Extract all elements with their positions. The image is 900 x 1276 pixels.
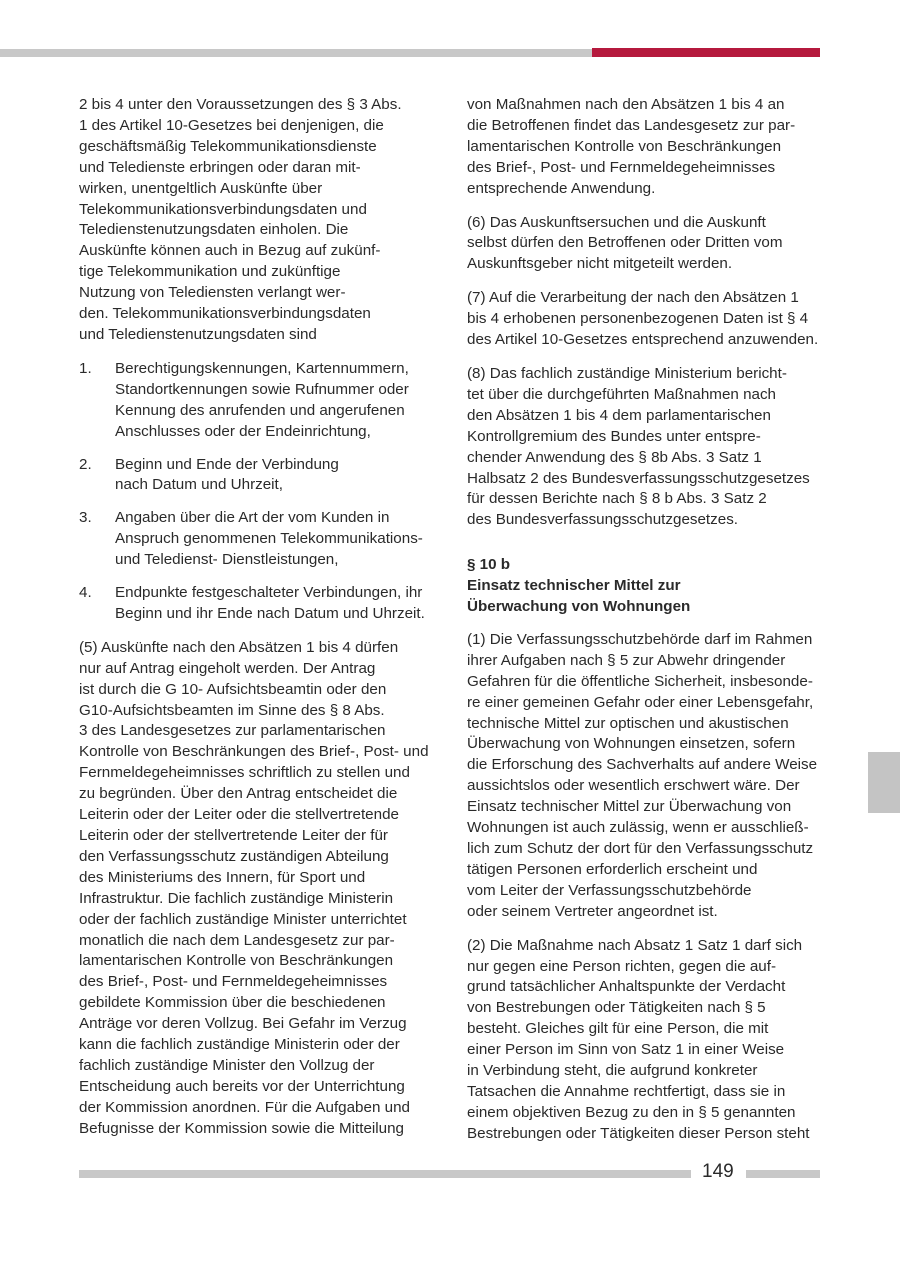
text-line: Gefahren für die öffentliche Sicherheit, insbesonde-: [467, 672, 813, 690]
text-line: geschäftsmäßig Telekommunikationsdienste: [79, 137, 377, 155]
footer-rule-left: [79, 1170, 691, 1178]
paragraph-7: [467, 288, 827, 351]
text-line: Überwachung von Wohnungen: [467, 598, 691, 616]
list-item-text: [115, 359, 439, 443]
text-line: Fernmeldegeheimnisses schriftlich zu stellen und: [79, 764, 410, 782]
list-item-number: 2.: [79, 455, 92, 473]
text-line: Beginn und ihr Ende nach Datum und Uhrzeit.: [115, 604, 425, 622]
text-line: den. Telekommunikationsverbindungsdaten: [79, 305, 371, 323]
text-line: 1 des Artikel 10-Gesetzes bei denjenigen, die: [79, 116, 384, 134]
text-line: Anspruch genommenen Telekommunikations-: [115, 530, 423, 548]
text-line: Kontrolle von Beschränkungen des Brief-, Post- und: [79, 743, 429, 761]
text-line: lich zum Schutz der dort für den Verfassungsschutz: [467, 840, 814, 857]
header-rule-grey: [0, 49, 592, 57]
text-line: von Maßnahmen nach den Absätzen 1 bis 4 an: [467, 96, 785, 113]
text-line: Leiterin oder der Leiter oder die stellvertretende: [79, 806, 399, 824]
text-line: oder seinem Vertreter angeordnet ist.: [467, 902, 718, 920]
text-line: Teledienstenutzungsdaten einholen. Die: [79, 221, 349, 239]
text-line: die Erforschung des Sachverhalts auf andere Weise: [467, 756, 818, 774]
text-line: 3 des Landesgesetzes zur parlamentarischen: [79, 722, 386, 740]
intro-paragraph: [79, 95, 439, 346]
text-line: vom Leiter der Verfassungsschutzbehörde: [467, 881, 752, 899]
text-line: monatlich die nach dem Landesgesetz zur par-: [79, 931, 395, 949]
text-line: re einer gemeinen Gefahr oder einer Lebensgefahr,: [467, 693, 814, 711]
text-line: einer Person im Sinn von Satz 1 in einer Weise: [467, 1041, 785, 1059]
text-line: technische Mittel zur optischen und akustischen: [467, 714, 789, 732]
text-line: Berechtigungskennungen, Kartennummern,: [115, 359, 409, 377]
chapter-tab-marker: [868, 752, 900, 813]
text-line: die Betroffenen findet das Landesgesetz zur par-: [467, 116, 796, 134]
text-line: fachlich zuständige Minister den Vollzug der: [79, 1056, 375, 1074]
text-line: bis 4 erhobenen personenbezogenen Daten ist § 4: [467, 310, 809, 328]
text-line: tige Telekommunikation und zukünftige: [79, 263, 341, 281]
text-line: Kennung des anrufenden und angerufenen: [115, 401, 405, 419]
text-line: Infrastruktur. Die fachlich zuständige Ministerin: [79, 889, 394, 907]
text-line: nach Datum und Uhrzeit,: [115, 476, 283, 494]
section-paragraph-1: [467, 630, 827, 923]
text-line: Wohnungen ist auch zulässig, wenn er ausschließ-: [467, 819, 809, 837]
list-item: [79, 359, 439, 443]
header-rule-accent: [592, 48, 820, 57]
section-heading: [467, 555, 827, 618]
text-line: den Verfassungsschutz zuständigen Abteilung: [79, 847, 389, 865]
text-line: G10-Aufsichtsbeamten im Sinne des § 8 Abs.: [79, 701, 385, 719]
text-line: (8) Das fachlich zuständige Ministerium bericht-: [467, 364, 787, 382]
list-item: [79, 455, 439, 497]
text-line: Endpunkte festgeschalteter Verbindungen, ihr: [115, 584, 423, 602]
text-line: einem objektiven Bezug zu den in § 5 genannten: [467, 1103, 796, 1121]
list-item-text: [115, 508, 439, 571]
list-item: [79, 508, 439, 571]
text-line: tätigen Personen erforderlich erscheint und: [467, 860, 758, 878]
text-line: Auskunftsgeber nicht mitgeteilt werden.: [467, 255, 733, 273]
text-line: (5) Auskünfte nach den Absätzen 1 bis 4 dürfen: [79, 638, 399, 656]
text-line: Leiterin oder der stellvertretende Leiter der für: [79, 827, 388, 844]
text-line: gebildete Kommission über die beschiedenen: [79, 994, 386, 1012]
text-line: des Bundesverfassungsschutzgesetzes.: [467, 511, 739, 529]
list-item-number: 3.: [79, 509, 92, 527]
text-line: Halbsatz 2 des Bundesverfassungsschutzgesetzes: [467, 469, 810, 487]
text-line: tet über die durchgeführten Maßnahmen nach: [467, 385, 777, 403]
paragraph-5: [79, 638, 439, 1140]
text-line: wirken, unentgeltlich Auskünfte über: [79, 179, 323, 197]
text-line: aussichtslos oder wesentlich erschwert wäre. Der: [467, 777, 800, 795]
list-item-text: [115, 583, 439, 625]
text-line: Anschlusses oder der Endeinrichtung,: [115, 422, 371, 440]
text-line: lamentarischen Kontrolle von Beschränkungen: [79, 952, 394, 970]
text-line: in Verbindung steht, die aufgrund konkreter: [467, 1062, 758, 1080]
text-line: chender Anwendung des § 8b Abs. 3 Satz 1: [467, 448, 762, 466]
footer-rule-right: [746, 1170, 820, 1178]
text-line: der Kommission anordnen. Für die Aufgaben und: [79, 1098, 410, 1116]
text-line: grund tatsächlicher Anhaltspunkte der Verdacht: [467, 978, 786, 996]
text-line: Befugnisse der Kommission sowie die Mitteilung: [79, 1119, 404, 1137]
list-item-text: [115, 455, 439, 497]
text-line: Überwachung von Wohnungen einsetzen, sofern: [467, 735, 796, 753]
text-line: zu begründen. Über den Antrag entscheidet die: [79, 785, 398, 803]
section-paragraph-2: [467, 936, 827, 1145]
text-line: des Brief-, Post- und Fernmeldegeheimnisses: [467, 158, 776, 176]
text-line: Auskünfte können auch in Bezug auf zukünf-: [79, 242, 381, 260]
text-line: und Teledienste erbringen oder daran mit-: [79, 158, 361, 176]
text-line: besteht. Gleiches gilt für eine Person, die mit: [467, 1020, 769, 1038]
text-line: nur gegen eine Person richten, gegen die auf-: [467, 957, 777, 975]
text-line: lamentarischen Kontrolle von Beschränkungen: [467, 137, 782, 155]
text-line: den Absätzen 1 bis 4 dem parlamentarischen: [467, 406, 771, 424]
paragraph-8: [467, 364, 827, 531]
left-column: [79, 95, 439, 1153]
text-line: von Bestrebungen oder Tätigkeiten nach § 5: [467, 999, 766, 1017]
text-line: (1) Die Verfassungsschutzbehörde darf im Rahmen: [467, 630, 813, 648]
text-line: ihrer Aufgaben nach § 5 zur Abwehr dringender: [467, 651, 786, 669]
text-line: des Brief-, Post- und Fernmeldegeheimnisses: [79, 973, 388, 991]
text-line: 2 bis 4 unter den Voraussetzungen des § 3 Abs.: [79, 96, 402, 113]
data-types-list: [79, 359, 439, 625]
text-line: Angaben über die Art der vom Kunden in: [115, 509, 390, 527]
text-line: § 10 b: [467, 556, 511, 574]
text-line: selbst dürfen den Betroffenen oder Dritten vom: [467, 234, 783, 252]
text-line: Kontrollgremium des Bundes unter entspre-: [467, 427, 761, 445]
text-line: nur auf Antrag eingeholt werden. Der Antrag: [79, 659, 376, 677]
text-line: ist durch die G 10- Aufsichtsbeamtin oder den: [79, 680, 387, 698]
text-line: oder der fachlich zuständige Minister unterrichtet: [79, 910, 407, 928]
text-line: des Ministeriums des Innern, für Sport und: [79, 868, 366, 886]
text-line: für dessen Berichte nach § 8 b Abs. 3 Satz 2: [467, 490, 767, 508]
paragraph-5-continued: [467, 95, 827, 200]
page-number: 149: [702, 1161, 734, 1182]
text-line: Einsatz technischer Mittel zur Überwachung von: [467, 798, 792, 816]
text-line: kann die fachlich zuständige Ministerin oder der: [79, 1036, 400, 1054]
text-line: Bestrebungen oder Tätigkeiten dieser Person steht: [467, 1124, 810, 1142]
text-line: des Artikel 10-Gesetzes entsprechend anzuwenden.: [467, 331, 819, 349]
text-line: (2) Die Maßnahme nach Absatz 1 Satz 1 darf sich: [467, 936, 803, 954]
text-line: entsprechende Anwendung.: [467, 179, 656, 197]
text-line: und Teledienstenutzungsdaten sind: [79, 325, 317, 343]
list-item-number: 1.: [79, 359, 92, 377]
list-item: [79, 583, 439, 625]
text-line: (6) Das Auskunftsersuchen und die Auskunft: [467, 213, 766, 231]
text-line: Anträge vor deren Vollzug. Bei Gefahr im Verzug: [79, 1015, 407, 1033]
paragraph-6: [467, 213, 827, 276]
text-line: Entscheidung auch bereits vor der Unterrichtung: [79, 1077, 405, 1095]
right-column: [467, 95, 827, 1158]
text-line: Einsatz technischer Mittel zur: [467, 577, 681, 595]
text-line: Standortkennungen sowie Rufnummer oder: [115, 380, 409, 398]
text-line: Nutzung von Telediensten verlangt wer-: [79, 284, 346, 302]
text-line: (7) Auf die Verarbeitung der nach den Absätzen 1: [467, 289, 799, 307]
text-line: Beginn und Ende der Verbindung: [115, 455, 339, 473]
list-item-number: 4.: [79, 584, 92, 602]
text-line: Telekommunikationsverbindungsdaten und: [79, 200, 367, 218]
text-line: und Teledienst- Dienstleistungen,: [115, 551, 339, 569]
text-line: Tatsachen die Annahme rechtfertigt, dass sie in: [467, 1082, 786, 1100]
